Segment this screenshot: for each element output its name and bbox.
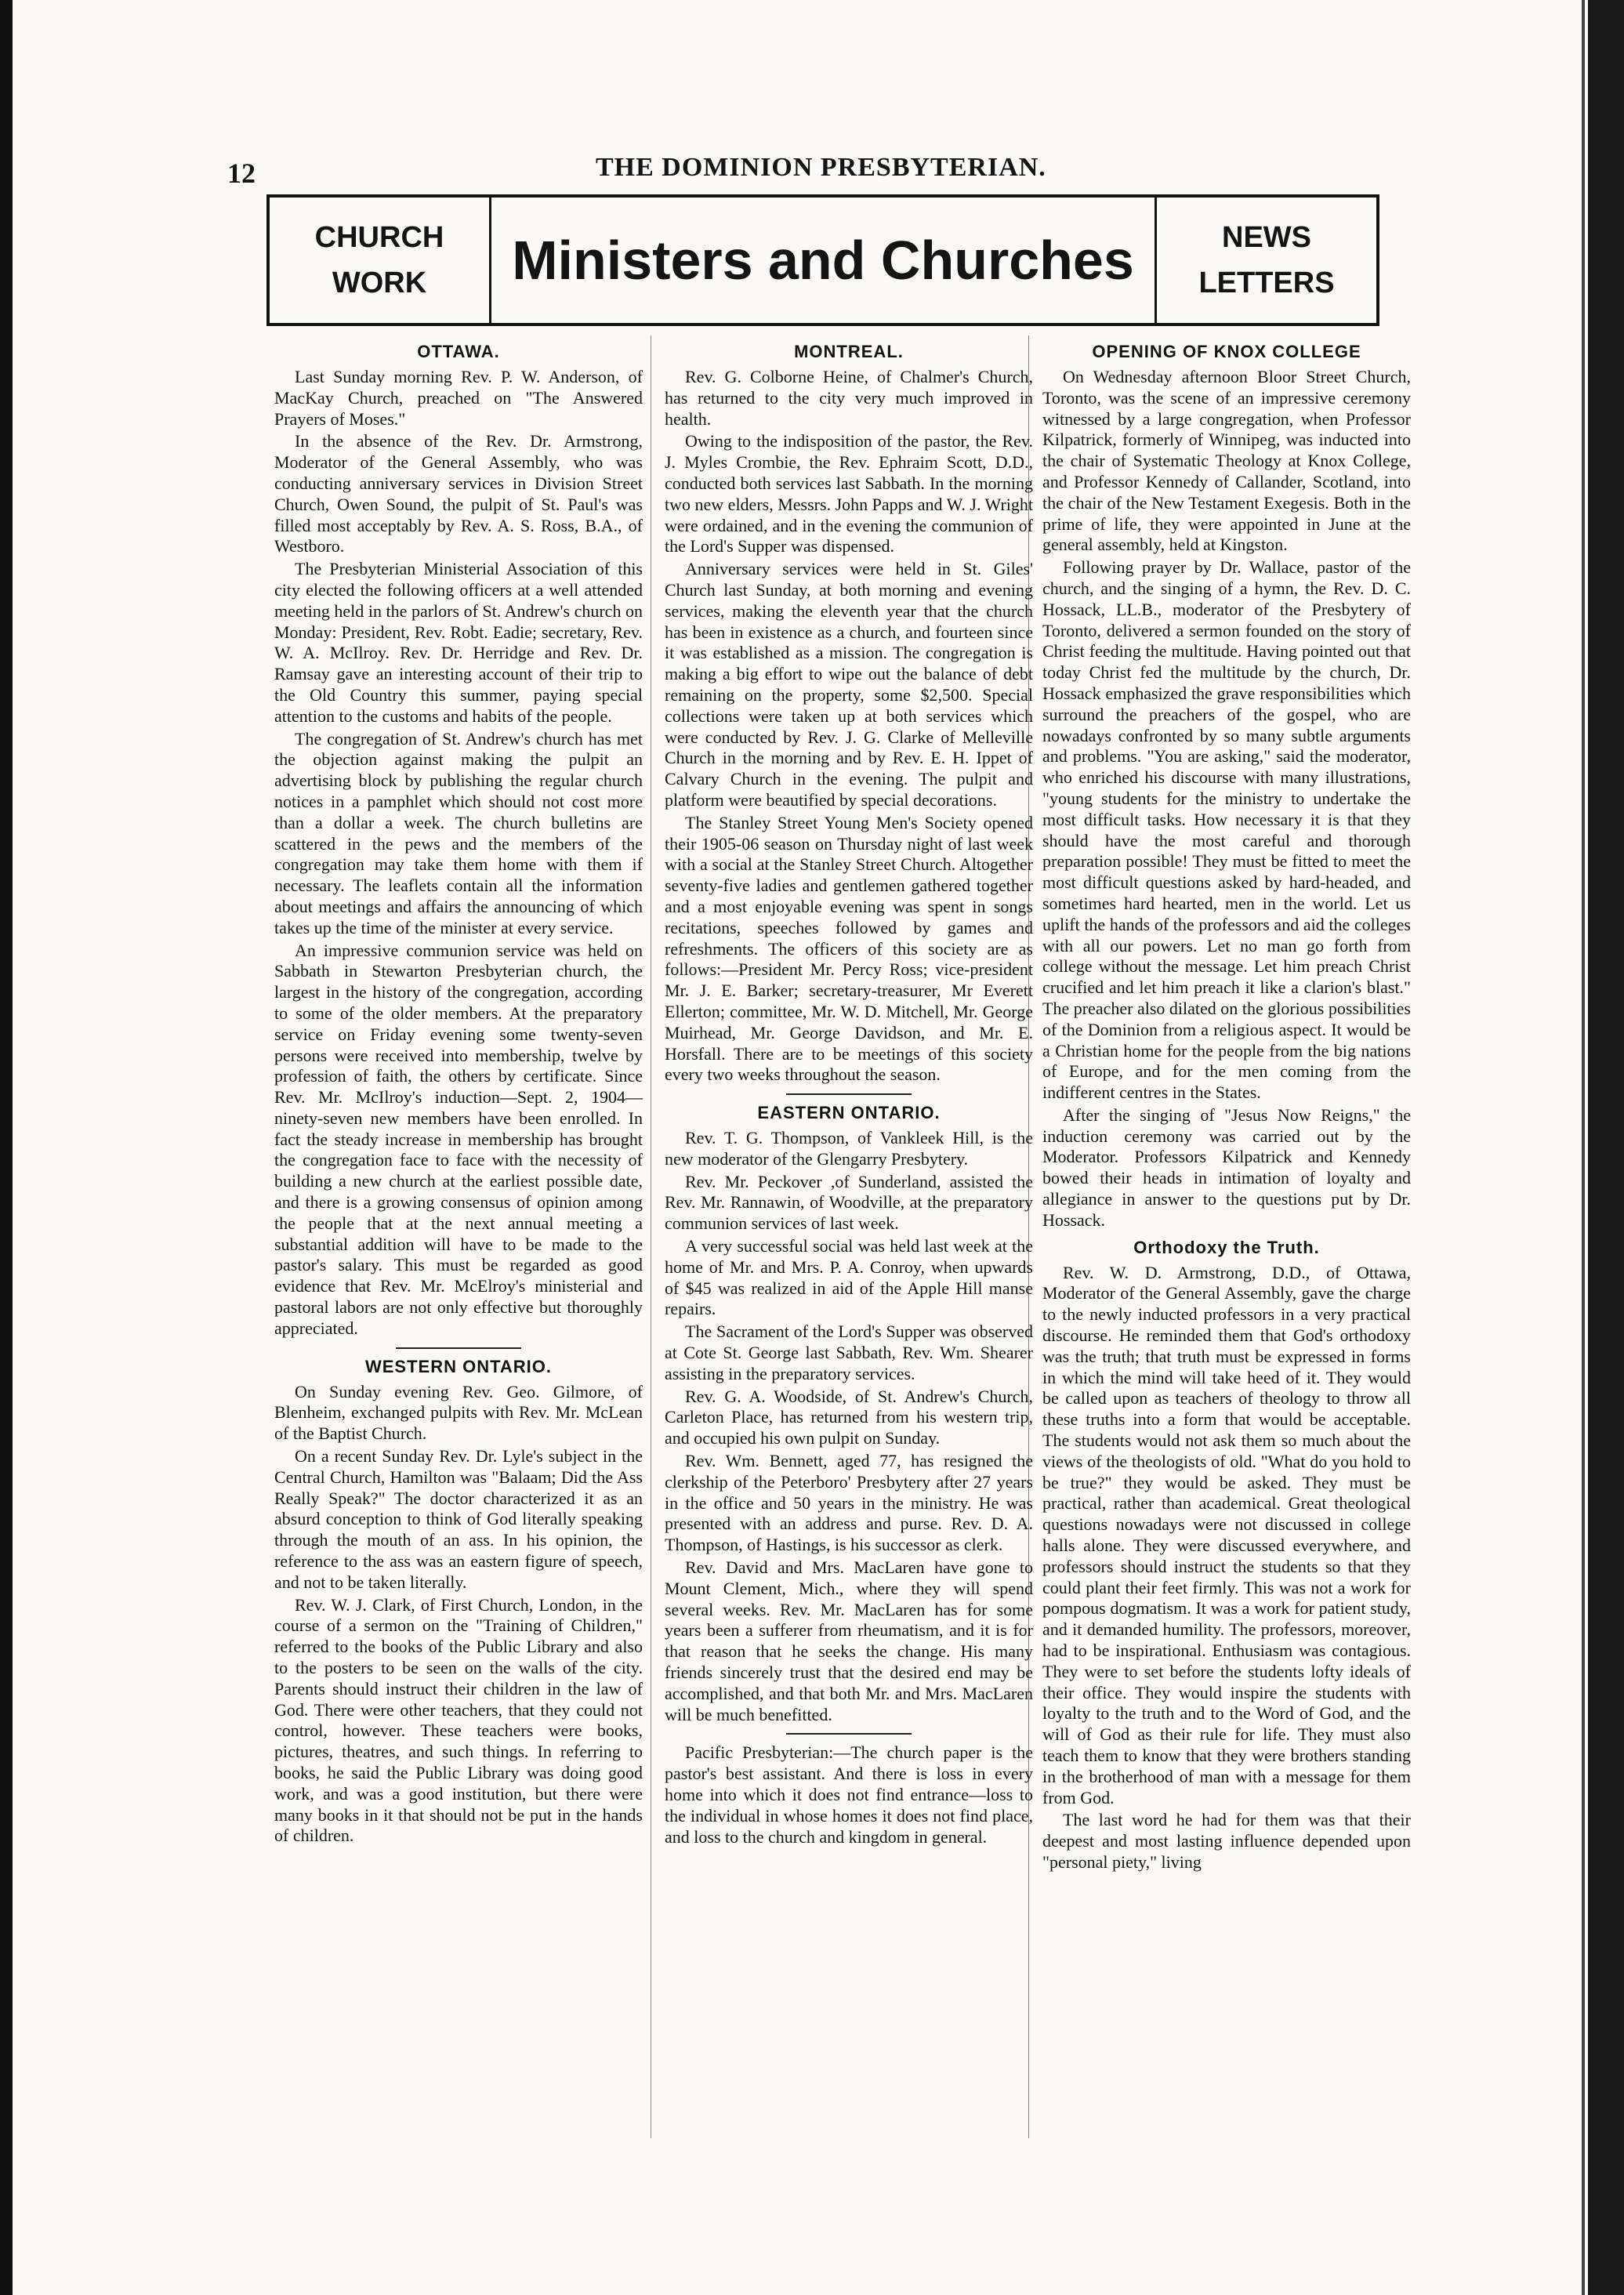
section-heading: Orthodoxy the Truth. <box>1133 1237 1320 1257</box>
article-paragraph: Rev. W. J. Clark, of First Church, London, in the course of a sermon on the "Training of Children," referred to the books of the Public Library and also to the posters to be seen on the walls of the city. Parents should instruct their children in the law of God. There were other teachers, that they could not control, however. These teachers were books, pictures, theatres, and such things. In referring to books, he said the Public Library was doing good work, and was a good institution, but there were many books in it that should not be put in the hands of children. <box>274 1594 643 1846</box>
article-paragraph: In the absence of the Rev. Dr. Armstrong, Moderator of the General Assembly, who was conducting anniversary services in Division Street Church, Owen Sound, the pulpit of St. Paul's was filled most acceptably by Rev. A. S. Ross, B.A., of Westboro. <box>274 431 643 557</box>
article-paragraph: The Presbyterian Ministerial Association of this city elected the following officers at a well attended meeting held in the parlors of St. Andrew's church on Monday: President, Rev. Robt. Eadie; secretary, Rev. W. A. McIlroy. Rev. Dr. Herridge and Rev. Dr. Ramsay gave an interesting account of their trip to the Old Country this summer, paying special attention to the customs and habits of the people. <box>274 559 643 726</box>
article-paragraph: The Sacrament of the Lord's Supper was observed at Cote St. George last Sabbath, Rev. Wm. Shearer assisting in the preparatory services. <box>665 1322 1033 1383</box>
article-paragraph: Rev. G. Colborne Heine, of Chalmer's Church, has returned to the city very much improved in health. <box>665 367 1033 429</box>
section-title: Ministers and Churches <box>512 230 1134 291</box>
article-paragraph: Owing to the indisposition of the pastor, the Rev. J. Myles Crombie, the Rev. Ephraim Scott, D.D., conducted both services last Sabbath. In the morning two new elders, Messrs. John Papps and W. J. Wright were ordained, and in the evening the communion of the Lord's Supper was dispensed. <box>665 431 1033 557</box>
article-paragraph: On Wednesday afternoon Bloor Street Church, Toronto, was the scene of an impressive ceremony witnessed by a large congregation, when Professor Kilpatrick, formerly of Winnipeg, was inducted into the chair of Systematic Theology at Knox College, and Professor Kennedy of Callander, Scotland, into the chair of the New Testament Exegesis. Both in the prime of life, they were appointed in June at the general assembly, held at Kingston. <box>1042 367 1411 555</box>
article-paragraph: The congregation of St. Andrew's church has met the objection against making the pulpit an advertising block by publishing the regular church notices in a pamphlet which should not cost more than a dollar a week. The church bulletins are scattered in the pews and the members of the congregation may take them home with them if necessary. The leaflets contain all the information about meetings and affairs the announcing of which takes up the time of the minister at every service. <box>274 728 643 937</box>
article-paragraph: Rev. G. A. Woodside, of St. Andrew's Church, Carleton Place, has returned from his western trip, and occupied his own pulpit on Sunday. <box>665 1386 1033 1448</box>
article-paragraph: On a recent Sunday Rev. Dr. Lyle's subject in the Central Church, Hamilton was "Balaam; Did the Ass Really Speak?" The doctor characterized it as an absurd conception to think of God literally speaking through the mouth of an ass. In his opinion, the reference to the ass was an eastern figure of speech, and not to be taken literally. <box>274 1446 643 1592</box>
masthead-left-line-1: CHURCH <box>314 221 444 254</box>
article-paragraph: Last Sunday morning Rev. P. W. Anderson, of MacKay Church, preached on "The Answered Prayers of Moses." <box>274 367 643 429</box>
page-number: 12 <box>227 158 256 189</box>
article-paragraph: Rev. T. G. Thompson, of Vankleek Hill, is the new moderator of the Glengarry Presbytery. <box>665 1128 1033 1169</box>
section-heading: OTTAWA. <box>417 342 500 361</box>
section-heading: WESTERN ONTARIO. <box>364 1356 553 1376</box>
article-paragraph: Following prayer by Dr. Wallace, pastor of the church, and the singing of a hymn, the Rev. D. C. Hossack, LL.B., moderator of the Presbytery of Toronto, delivered a sermon founded on the story of Christ feeding the multitude. Having pointed out that today Christ fed the multitude by the church, Dr. Hossack emphasized the grave responsibilities which surround the preachers of the gospel, who are nowadays confronted by so many subtle arguments and problems. "You are asking," said the moderator, who enriched his discourse with many illustrations, "young students for the ministry to undertake the most difficult tasks. How necessary it is that they should have the most careful and thorough preparation possible! They must be fitted to meet the most difficult questions asked by hard-headed, and sometimes hard hearted, men in the world. Let us uplift the hands of the professors and aid the colleges with all our powers. Let no man go forth from college without the message. Let him preach Christ crucified and let him preach it like a clarion's blast." The preacher also dilated on the glorious possibilities of the Dominion from a religious aspect. It would be a Christian home for the people from the big nations of Europe, and for the men coming from the indifferent centres in the States. <box>1042 557 1411 1103</box>
section-divider <box>396 1347 521 1349</box>
article-paragraph: After the singing of "Jesus Now Reigns," the induction ceremony was carried out by the Moderator. Professors Kilpatrick and Kennedy bowed their heads in intimation of loyalty and allegiance in answer to the questions put by Dr. Hossack. <box>1042 1104 1411 1230</box>
running-head: THE DOMINION PRESBYTERIAN. <box>596 153 1046 182</box>
column-2 <box>665 335 1033 1849</box>
article-paragraph: Rev. Wm. Bennett, aged 77, has resigned the clerkship of the Peterboro' Presbytery after 27 years in the office and 50 years in the ministry. He was presented with an address and purse. Rev. D. A. Thompson, of Hastings, is his successor as clerk. <box>665 1451 1033 1555</box>
scan-border-left <box>0 0 13 2295</box>
section-masthead <box>266 194 1379 326</box>
masthead-left-box <box>270 198 491 323</box>
masthead-right-box <box>1155 198 1376 323</box>
section-divider <box>786 1733 912 1735</box>
section-heading: EASTERN ONTARIO. <box>757 1103 941 1123</box>
column-1 <box>274 335 643 1848</box>
section-heading: MONTREAL. <box>794 342 904 361</box>
article-paragraph: Rev. David and Mrs. MacLaren have gone to Mount Clement, Mich., where they will spend several weeks. Rev. Mr. MacLaren has for some years been a sufferer from rheumatism, and it is for that reason that he seeks the change. His many friends sincerely trust that the desired end may be accomplished, and that both Mr. and Mrs. MacLaren will be much benefitted. <box>665 1557 1033 1724</box>
article-paragraph: Rev. Mr. Peckover ,of Sunderland, assisted the Rev. Mr. Rannawin, of Woodville, at the preparatory communion services of last week. <box>665 1171 1033 1234</box>
article-paragraph: A very successful social was held last week at the home of Mr. and Mrs. P. A. Conroy, when upwards of $45 was realized in aid of the Apple Hill manse repairs. <box>665 1236 1033 1319</box>
scan-border-right <box>1588 0 1624 2295</box>
article-paragraph: The last word he had for them was that their deepest and most lasting influence depended upon "personal piety," living <box>1042 1810 1411 1872</box>
article-paragraph: Pacific Presbyterian:—The church paper is the pastor's best assistant. And there is loss in every home into which it does not find entrance—loss to the individual in whose homes it does not find place, and loss to the church and kingdom in general. <box>665 1742 1033 1847</box>
column-3 <box>1042 335 1411 1875</box>
article-paragraph: An impressive communion service was held on Sabbath in Stewarton Presbyterian church, the largest in the history of the congregation, according to some of the older members. At the preparatory service on Friday evening some twenty-seven persons were received into membership, twelve by profession of faith, the others by certificate. Since Rev. Mr. McIlroy's induction—Sept. 2, 1904—ninety-seven new members have been enrolled. In fact the steady increase in membership has brought the congregation face to face with the necessity of building a new church at the earliest possible date, and there is a growing consensus of opinion among the people that at the next annual meeting a substantial addition will have to be made to the pastor's salary. This must be regarded as good evidence that Rev. Mr. McElroy's ministerial and pastoral labors are not only effective but thoroughly appreciated. <box>274 940 643 1338</box>
article-paragraph: On Sunday evening Rev. Geo. Gilmore, of Blenheim, exchanged pulpits with Rev. Mr. McLean of the Baptist Church. <box>274 1381 643 1444</box>
article-paragraph: Rev. W. D. Armstrong, D.D., of Ottawa, Moderator of the General Assembly, gave the charge to the newly inducted professors in a very practical discourse. He reminded them that God's orthodoxy was the truth; that truth must be expressed in forms in which the mind will take heed of it. They would be called upon as teachers of theology to throw all these truths into a form that would be acceptable. The students would not ask them so much about the views of the theologists of old. "What do you hold to be true?" they would be asked. They must be practical, rather than academical. Great theological questions nowadays were not discussed in college halls alone. They were discussed everywhere, and professors should instruct the students so that they could plant their feet firmly. This was not a work for pompous dogmatism. It was a work for patient study, and it demanded humility. The professors, moreover, had to be inspirational. Enthusiasm was contagious. They were to set before the students lofty ideals of their office. They would inspire the students with loyalty to the truth and to the Word of God, and the will of God as their rule for life. They must also teach them to know that they were brothers standing in the brotherhood of man with a message for them from God. <box>1042 1262 1411 1807</box>
masthead-right-line-1: NEWS <box>1222 221 1311 254</box>
section-heading: OPENING OF KNOX COLLEGE <box>1092 342 1361 361</box>
article-paragraph: The Stanley Street Young Men's Society opened their 1905-06 season on Thursday night of last week with a social at the Stanley Street Church. Altogether seventy-five ladies and gentlemen gathered together and a most enjoyable evening was spent in songs recitations, speeches followed by games and refreshments. The officers of this society are as follows:—President Mr. Percy Ross; vice-president Mr. J. E. Barker; secretary-treasurer, Mr Everett Ellerton; committee, Mr. W. D. Mitchell, Mr. George Muirhead, Mr. George Davidson, and Mr. E. Horsfall. There are to be meetings of this society every two weeks throughout the season. <box>665 812 1033 1085</box>
section-divider <box>786 1093 912 1095</box>
masthead-title-box <box>491 198 1155 323</box>
masthead-left-line-2: WORK <box>332 266 427 299</box>
masthead-right-line-2: LETTERS <box>1198 266 1335 299</box>
article-paragraph: Anniversary services were held in St. Giles' Church last Sunday, at both morning and evening services, making the eleventh year that the church has been in existence as a church, and fourteen since it was established as a mission. The congregation is making a big effort to wipe out the balance of debt remaining on the property, some $2,500. Special collections were taken up at both services which were conducted by Rev. J. G. Clarke of Melleville Church in the morning and by Rev. E. H. Ippet of Calvary Church in the evening. The pulpit and platform were beautified by special decorations. <box>665 559 1033 810</box>
